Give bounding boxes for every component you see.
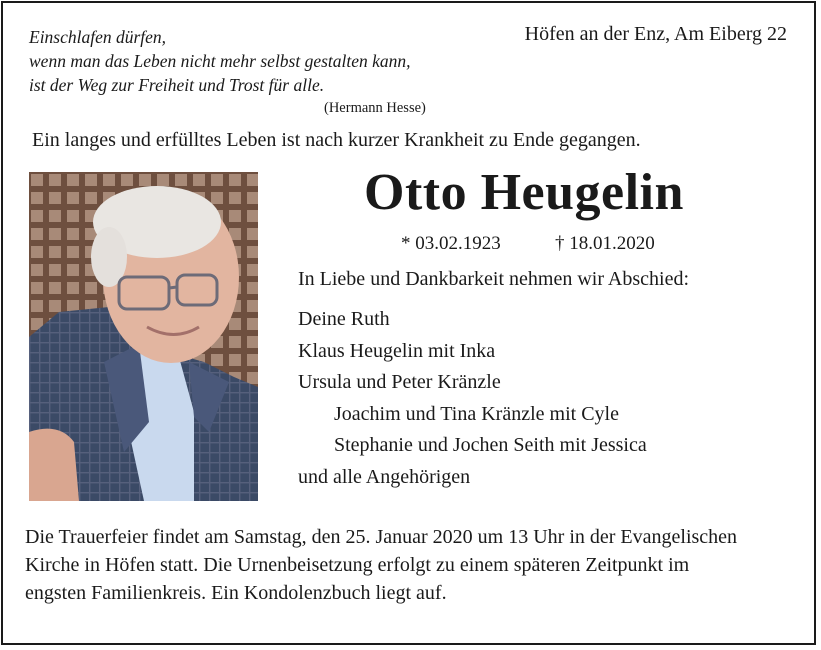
mourner: Joachim und Tina Kränzle mit Cyle bbox=[334, 402, 619, 425]
mourner: und alle Angehörigen bbox=[298, 465, 471, 488]
notice-line: Die Trauerfeier findet am Samstag, den 25. Januar 2020 um 13 Uhr in der Evangelischen bbox=[25, 526, 738, 548]
mourner: Klaus Heugelin mit Inka bbox=[298, 339, 496, 362]
death-date: † 18.01.2020 bbox=[555, 233, 655, 254]
obituary-card bbox=[1, 1, 816, 645]
quote-line: ist der Weg zur Freiheit und Trost für alle. bbox=[29, 75, 325, 95]
birth-date: * 03.02.1923 bbox=[401, 233, 501, 254]
mourner: Ursula und Peter Kränzle bbox=[298, 371, 501, 393]
portrait-photo bbox=[29, 172, 258, 501]
quote-line: Einschlafen dürfen, bbox=[29, 27, 167, 47]
mourner: Stephanie und Jochen Seith mit Jessica bbox=[334, 434, 647, 456]
notice-line: Kirche in Höfen statt. Die Urnenbeisetzung erfolgt zu einem späteren Zeitpunkt im bbox=[25, 554, 690, 576]
quote-author: (Hermann Hesse) bbox=[324, 100, 426, 116]
quote-line: wenn man das Leben nicht mehr selbst gestalten kann, bbox=[29, 51, 411, 71]
address: Höfen an der Enz, Am Eiberg 22 bbox=[524, 23, 787, 45]
hesse-quote bbox=[29, 25, 411, 97]
farewell-line: In Liebe und Dankbarkeit nehmen wir Abschied: bbox=[298, 268, 689, 290]
funeral-notice bbox=[25, 523, 805, 607]
deceased-name: Otto Heugelin bbox=[364, 164, 684, 221]
mourners-list bbox=[298, 304, 647, 493]
notice-line: engsten Familienkreis. Ein Kondolenzbuch liegt auf. bbox=[25, 582, 447, 604]
portrait-illustration bbox=[29, 172, 258, 501]
mourner: Deine Ruth bbox=[298, 308, 390, 330]
intro-text: Ein langes und erfülltes Leben ist nach kurzer Krankheit zu Ende gegangen. bbox=[32, 129, 641, 151]
